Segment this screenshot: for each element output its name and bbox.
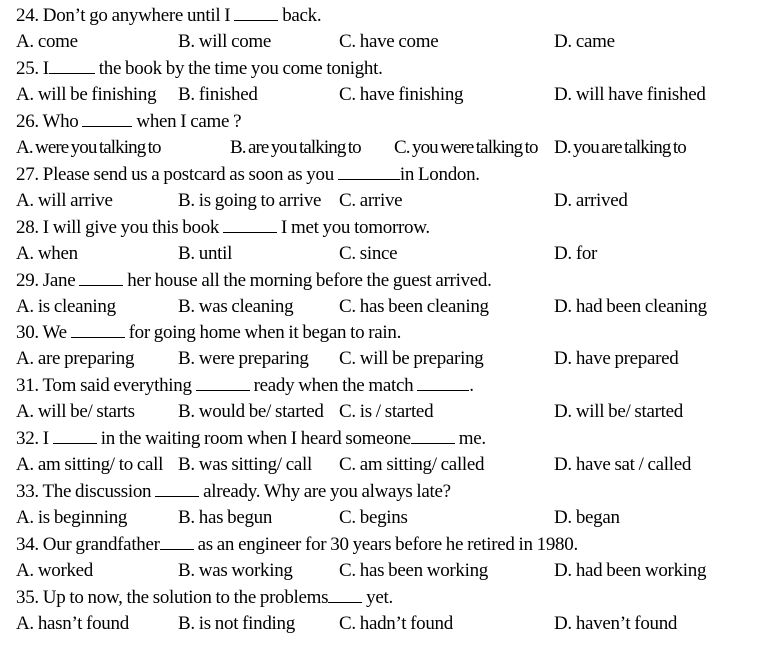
- option-b: B. was sitting/ call: [178, 454, 312, 476]
- option-a: A. is cleaning: [16, 295, 116, 317]
- answer-blank: [71, 323, 125, 338]
- answer-blank: [328, 588, 362, 603]
- option-d: D. have prepared: [554, 348, 679, 370]
- question-text: 28. I will give you this book: [16, 216, 224, 238]
- question-text: in London.: [399, 163, 480, 185]
- option-a: A. will arrive: [16, 189, 113, 211]
- option-d: D. you are talking to: [554, 136, 686, 158]
- option-c: C. you were talking to: [394, 136, 538, 158]
- answer-blank: [53, 429, 97, 444]
- option-a: A. come: [16, 31, 78, 52]
- option-b: B. was working: [178, 560, 293, 581]
- answer-blank: [234, 6, 278, 21]
- question-item: [0, 0, 761, 53]
- question-stem: [16, 269, 492, 293]
- option-d: D. had been working: [554, 560, 707, 581]
- question-text: 35. Up to now, the solution to the problems: [16, 586, 329, 608]
- question-stem: [16, 321, 401, 345]
- option-a: A. am sitting/ to call: [16, 454, 164, 476]
- answer-blank: [338, 165, 400, 180]
- question-text: 29. Jane: [16, 269, 80, 291]
- question-item: [0, 212, 761, 265]
- answer-blank: [411, 429, 455, 444]
- question-text: back.: [278, 5, 322, 26]
- option-c: C. arrive: [339, 189, 403, 211]
- question-text: .: [469, 375, 474, 397]
- question-item: [0, 159, 761, 212]
- question-item: [0, 582, 761, 635]
- option-a: A. will be/ starts: [16, 401, 135, 423]
- option-a: A. will be finishing: [16, 83, 157, 105]
- option-b: B. would be/ started: [178, 401, 324, 423]
- option-c: C. have come: [339, 31, 439, 52]
- option-b: B. is going to arrive: [178, 189, 322, 211]
- option-c: C. will be preparing: [339, 348, 484, 370]
- question-text: ready when the match: [249, 375, 418, 397]
- option-c: C. has been working: [339, 560, 488, 581]
- option-c: C. have finishing: [339, 83, 464, 105]
- answer-blank: [196, 376, 250, 391]
- question-text: 25. I: [16, 57, 49, 79]
- question-item: [0, 529, 761, 582]
- option-c: C. hadn’t found: [339, 612, 453, 634]
- option-d: D. will be/ started: [554, 401, 683, 423]
- question-stem: [16, 216, 430, 240]
- question-text: when I came ?: [132, 110, 242, 132]
- option-c: C. has been cleaning: [339, 295, 489, 317]
- option-b: B. until: [178, 242, 233, 264]
- answer-blank: [79, 271, 123, 286]
- answer-blank: [223, 218, 277, 233]
- option-d: D. began: [554, 507, 620, 529]
- option-d: D. had been cleaning: [554, 295, 707, 317]
- option-d: D. have sat / called: [554, 454, 692, 476]
- question-stem: [16, 427, 486, 451]
- answer-blank: [160, 535, 194, 550]
- question-stem: [16, 110, 241, 134]
- question-stem: [16, 163, 480, 187]
- question-item: [0, 476, 761, 529]
- question-text: her house all the morning before the guest arrived.: [123, 269, 492, 291]
- question-stem: [16, 533, 578, 557]
- question-stem: [16, 57, 383, 81]
- option-a: A. worked: [16, 560, 94, 581]
- question-text: 34. Our grandfather: [16, 534, 160, 555]
- option-b: B. was cleaning: [178, 295, 294, 317]
- question-text: me.: [454, 428, 486, 450]
- answer-blank: [155, 482, 199, 497]
- option-b: B. were preparing: [178, 348, 309, 370]
- question-text: 30. We: [16, 322, 71, 344]
- question-item: [0, 370, 761, 423]
- answer-blank: [82, 112, 132, 127]
- question-text: 31. Tom said everything: [16, 375, 196, 397]
- option-c: C. since: [339, 242, 398, 264]
- option-b: B. is not finding: [178, 612, 295, 634]
- option-c: C. am sitting/ called: [339, 454, 485, 476]
- option-b: B. are you talking to: [230, 136, 361, 158]
- option-b: B. finished: [178, 83, 258, 105]
- question-text: 26. Who: [16, 110, 83, 132]
- question-text: 32. I: [16, 428, 53, 450]
- question-item: [0, 106, 761, 159]
- option-d: D. for: [554, 242, 598, 264]
- question-stem: [16, 374, 474, 398]
- option-d: D. arrived: [554, 189, 628, 211]
- question-text: 33. The discussion: [16, 481, 156, 503]
- option-c: C. begins: [339, 507, 408, 529]
- question-text: for going home when it began to rain.: [124, 322, 402, 344]
- question-text: I met you tomorrow.: [277, 216, 430, 238]
- option-d: D. will have finished: [554, 83, 706, 105]
- question-text: 27. Please send us a postcard as soon as you: [16, 163, 338, 185]
- question-text: 24. Don’t go anywhere until I: [16, 5, 235, 26]
- question-text: in the waiting room when I heard someone: [96, 428, 411, 450]
- answer-blank: [417, 376, 469, 391]
- question-stem: [16, 4, 321, 28]
- option-a: A. were you talking to: [16, 136, 161, 158]
- answer-blank: [49, 59, 95, 74]
- question-text: the book by the time you come tonight.: [94, 57, 383, 79]
- option-b: B. has begun: [178, 507, 273, 529]
- question-item: [0, 423, 761, 476]
- question-item: [0, 53, 761, 106]
- question-item: [0, 265, 761, 318]
- question-stem: [16, 480, 451, 504]
- question-text: already. Why are you always late?: [199, 481, 451, 503]
- option-a: A. are preparing: [16, 348, 135, 370]
- option-a: A. when: [16, 242, 78, 264]
- option-d: D. came: [554, 31, 615, 52]
- question-text: yet.: [362, 586, 393, 608]
- option-c: C. is / started: [339, 401, 434, 423]
- question-stem: [16, 586, 393, 610]
- question-item: [0, 317, 761, 370]
- option-a: A. is beginning: [16, 507, 128, 529]
- option-d: D. haven’t found: [554, 612, 678, 634]
- option-a: A. hasn’t found: [16, 612, 129, 634]
- question-text: as an engineer for 30 years before he retired in 1980.: [193, 534, 578, 555]
- option-b: B. will come: [178, 31, 272, 52]
